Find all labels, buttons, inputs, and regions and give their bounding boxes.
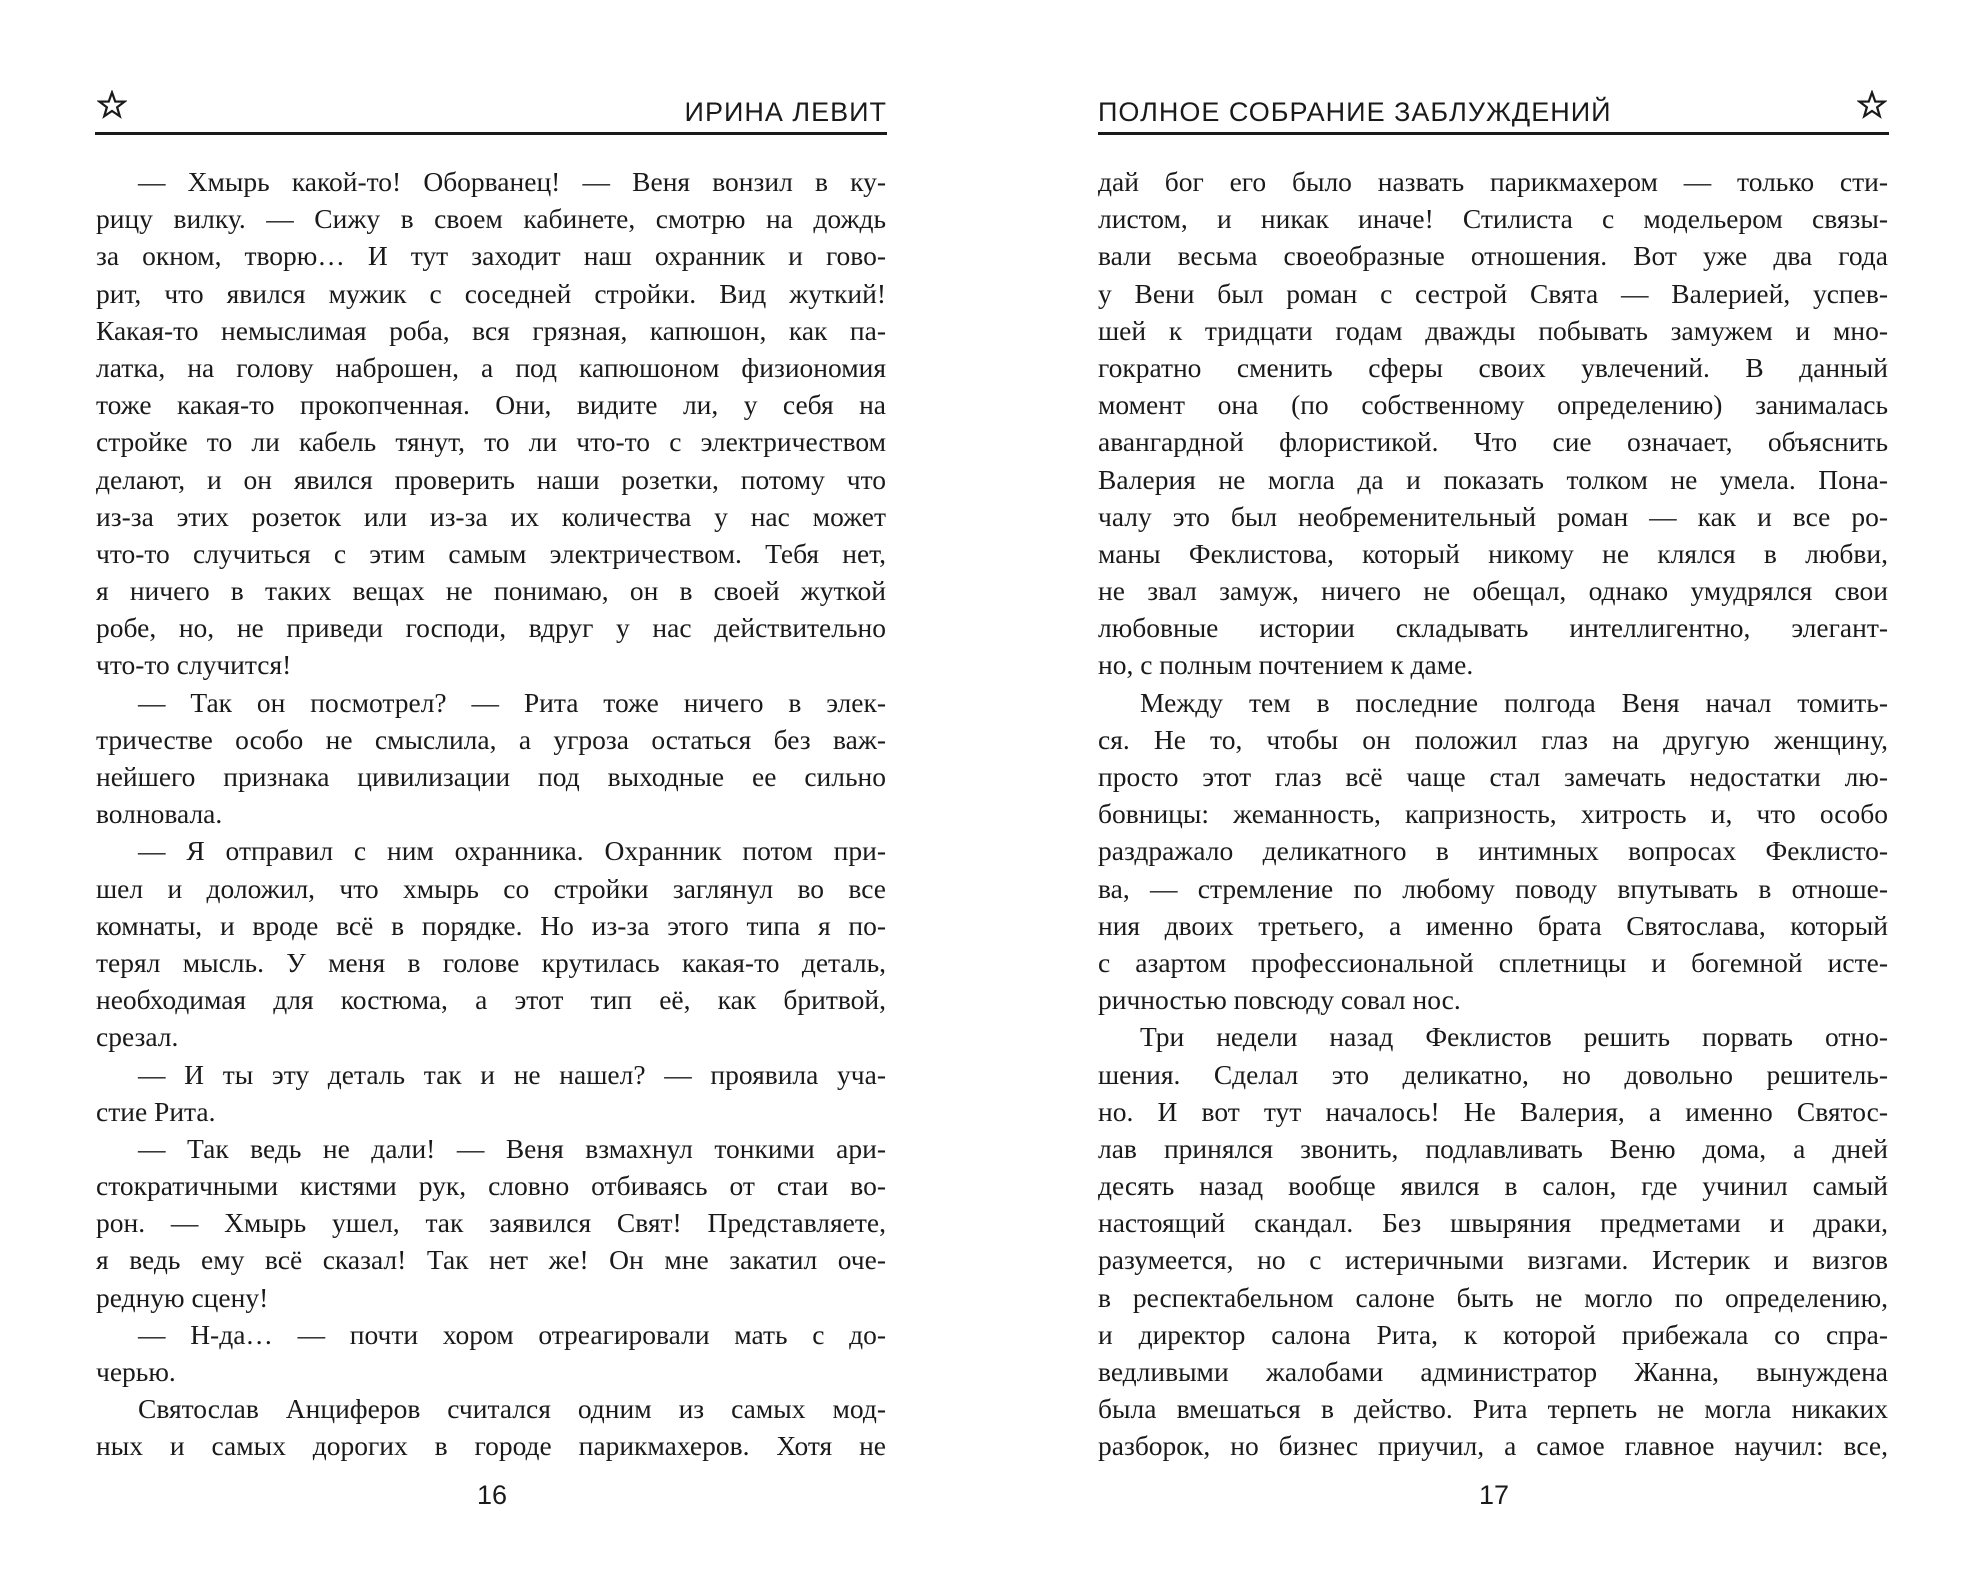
text-line: разборок, но бизнес приучил, а самое главное научил: все, bbox=[1098, 1430, 1888, 1462]
text-line: шей к тридцати годам дважды побывать замужем и мно- bbox=[1098, 314, 1888, 346]
text-line: у Вени был роман с сестрой Свята — Валерией, успев- bbox=[1098, 277, 1888, 309]
text-line: Какая-то немыслимая роба, вся грязная, капюшон, как па- bbox=[96, 314, 886, 346]
text-line: любовные истории складывать интеллигентно, элегант- bbox=[1098, 612, 1888, 644]
text-line: волновала. bbox=[96, 798, 223, 830]
text-line: просто этот глаз всё чаще стал замечать недостатки лю- bbox=[1098, 761, 1888, 792]
text-line: я ничего в таких вещах не понимаю, он в своей жуткой bbox=[96, 575, 886, 607]
text-line: комнаты, и вроде всё в порядке. Но из-за этого типа я по- bbox=[96, 909, 886, 941]
right-page-body bbox=[1098, 163, 1888, 1465]
text-line: — Н-да… — почти хором отреагировали мать с до- bbox=[138, 1318, 886, 1350]
text-line: шения. Сделал это деликатно, но довольно решитель- bbox=[1098, 1058, 1888, 1090]
text-line: рицу вилку. — Сижу в своем кабинете, смотрю на дождь bbox=[96, 203, 886, 235]
text-line: — Так ведь не дали! — Веня взмахнул тонкими ари- bbox=[138, 1132, 886, 1164]
text-line: стройке то ли кабель тянут, то ли что-то с электричеством bbox=[96, 426, 886, 458]
text-line: ния двоих третьего, а именно брата Святослава, который bbox=[1098, 909, 1888, 941]
left-page-header bbox=[95, 92, 887, 135]
text-line: чалу это был необременительный роман — как и все ро- bbox=[1098, 500, 1888, 532]
page-number-left: 16 bbox=[476, 1480, 508, 1510]
text-line: я ведь ему всё сказал! Так нет же! Он мне закатил оче- bbox=[96, 1244, 886, 1276]
text-line: тоже какая-то прокопченная. Они, видите ли, у себя на bbox=[96, 389, 886, 421]
text-line: за окном, творю… И тут заходит наш охранник и гово- bbox=[96, 240, 886, 272]
text-line: листом, и никак иначе! Стилиста с модельером связы- bbox=[1098, 203, 1888, 235]
right-page bbox=[988, 0, 1976, 1576]
text-line: что-то случится! bbox=[96, 649, 292, 681]
text-line: латка, на голову наброшен, а под капюшоном физиономия bbox=[96, 351, 886, 383]
text-line: настоящий скандал. Без швыряния предметами и драки, bbox=[1098, 1207, 1888, 1239]
running-header-author: ИРИНА ЛЕВИТ bbox=[684, 97, 887, 127]
text-line: с азартом профессиональной сплетницы и богемной исте- bbox=[1098, 946, 1888, 978]
text-line: раздражало деликатного в интимных вопросах Феклисто- bbox=[1098, 835, 1888, 867]
text-line: Валерия не могла да и показать толком не умела. Пона- bbox=[1098, 463, 1888, 495]
text-line: — Я отправил с ним охранника. Охранник потом при- bbox=[138, 835, 886, 867]
text-line: что-то случиться с этим самым электричеством. Тебя нет, bbox=[96, 537, 886, 569]
star-icon bbox=[97, 90, 127, 120]
text-line: ричностью повсюду совал нос. bbox=[1098, 984, 1461, 1016]
text-line: делают, и он явился проверить наши розетки, потому что bbox=[96, 463, 886, 495]
text-line: из-за этих розеток или из-за их количества у нас может bbox=[96, 500, 886, 532]
text-line: Святослав Анциферов считался одним из самых мод- bbox=[138, 1393, 886, 1425]
text-line: необходимая для костюма, а этот тип её, как бритвой, bbox=[96, 984, 886, 1016]
text-line: ведливыми жалобами администратор Жанна, вынуждена bbox=[1098, 1356, 1888, 1387]
text-line: десять назад вообще явился в салон, где учинил самый bbox=[1098, 1170, 1888, 1202]
left-page-body bbox=[96, 163, 886, 1465]
text-line: ных и самых дорогих в городе парикмахеров. Хотя не bbox=[96, 1430, 886, 1462]
text-line: рит, что явился мужик с соседней стройки. Вид жуткий! bbox=[96, 277, 886, 309]
text-line: — Хмырь какой-то! Оборванец! — Веня вонзил в ку- bbox=[138, 166, 886, 197]
running-header-book-title: ПОЛНОЕ СОБРАНИЕ ЗАБЛУЖДЕНИЙ bbox=[1098, 97, 1612, 127]
text-line: нейшего признака цивилизации под выходные ее сильно bbox=[96, 761, 886, 792]
text-line: срезал. bbox=[96, 1021, 179, 1053]
text-line: терял мысль. У меня в голове крутилась какая-то деталь, bbox=[96, 946, 886, 978]
text-line: дай бог его было назвать парикмахером — только сти- bbox=[1098, 166, 1888, 197]
text-line: но, с полным почтением к даме. bbox=[1098, 649, 1474, 681]
text-line: в респектабельном салоне быть не могло по определению, bbox=[1098, 1281, 1888, 1313]
text-line: ся. Не то, чтобы он положил глаз на другую женщину, bbox=[1098, 723, 1888, 755]
text-line: черью. bbox=[96, 1356, 176, 1387]
text-line: — И ты эту деталь так и не нашел? — проявила уча- bbox=[138, 1058, 886, 1090]
text-line: шел и доложил, что хмырь со стройки заглянул во все bbox=[96, 872, 886, 904]
text-line: маны Феклистова, который никому не клялся в любви, bbox=[1098, 537, 1888, 569]
text-line: гократно сменить сферы своих увлечений. В данный bbox=[1098, 351, 1888, 383]
text-line: стократичными кистями рук, словно отбиваясь от стаи во- bbox=[96, 1170, 886, 1202]
text-line: — Так он посмотрел? — Рита тоже ничего в элек- bbox=[138, 686, 886, 718]
text-line: тричестве особо не смыслила, а угроза остаться без важ- bbox=[96, 723, 886, 755]
text-line: но. И вот тут началось! Не Валерия, а именно Святос- bbox=[1098, 1095, 1888, 1127]
text-line: момент она (по собственному определению) занималась bbox=[1098, 389, 1888, 421]
text-line: не звал замуж, ничего не обещал, однако умудрялся свои bbox=[1098, 575, 1888, 607]
right-page-header bbox=[1098, 92, 1889, 135]
text-line: робе, но, не приведи господи, вдруг у нас действительно bbox=[96, 612, 886, 644]
star-icon bbox=[1857, 90, 1887, 120]
text-line: вали весьма своеобразные отношения. Вот уже два года bbox=[1098, 240, 1888, 272]
text-line: была вмешаться в действо. Рита терпеть не могла никаких bbox=[1098, 1393, 1888, 1425]
text-line: рон. — Хмырь ушел, так заявился Свят! Представляете, bbox=[96, 1207, 886, 1239]
text-line: Между тем в последние полгода Веня начал томить- bbox=[1140, 686, 1888, 718]
text-line: ва, — стремление по любому поводу впутывать в отноше- bbox=[1098, 872, 1888, 904]
text-line: лав принялся звонить, подлавливать Веню дома, а дней bbox=[1098, 1132, 1888, 1164]
page-number-right: 17 bbox=[1478, 1480, 1510, 1510]
text-line: бовницы: жеманность, капризность, хитрость и, что особо bbox=[1098, 798, 1888, 830]
text-line: разумеется, но с истеричными визгами. Истерик и визгов bbox=[1098, 1244, 1888, 1276]
text-line: редную сцену! bbox=[96, 1281, 269, 1313]
text-line: Три недели назад Феклистов решить порвать отно- bbox=[1140, 1021, 1888, 1053]
text-line: авангардной флористикой. Что сие означает, объяснить bbox=[1098, 426, 1888, 458]
text-line: и директор салона Рита, к которой прибежала со спра- bbox=[1098, 1318, 1888, 1350]
text-line: стие Рита. bbox=[96, 1095, 216, 1127]
